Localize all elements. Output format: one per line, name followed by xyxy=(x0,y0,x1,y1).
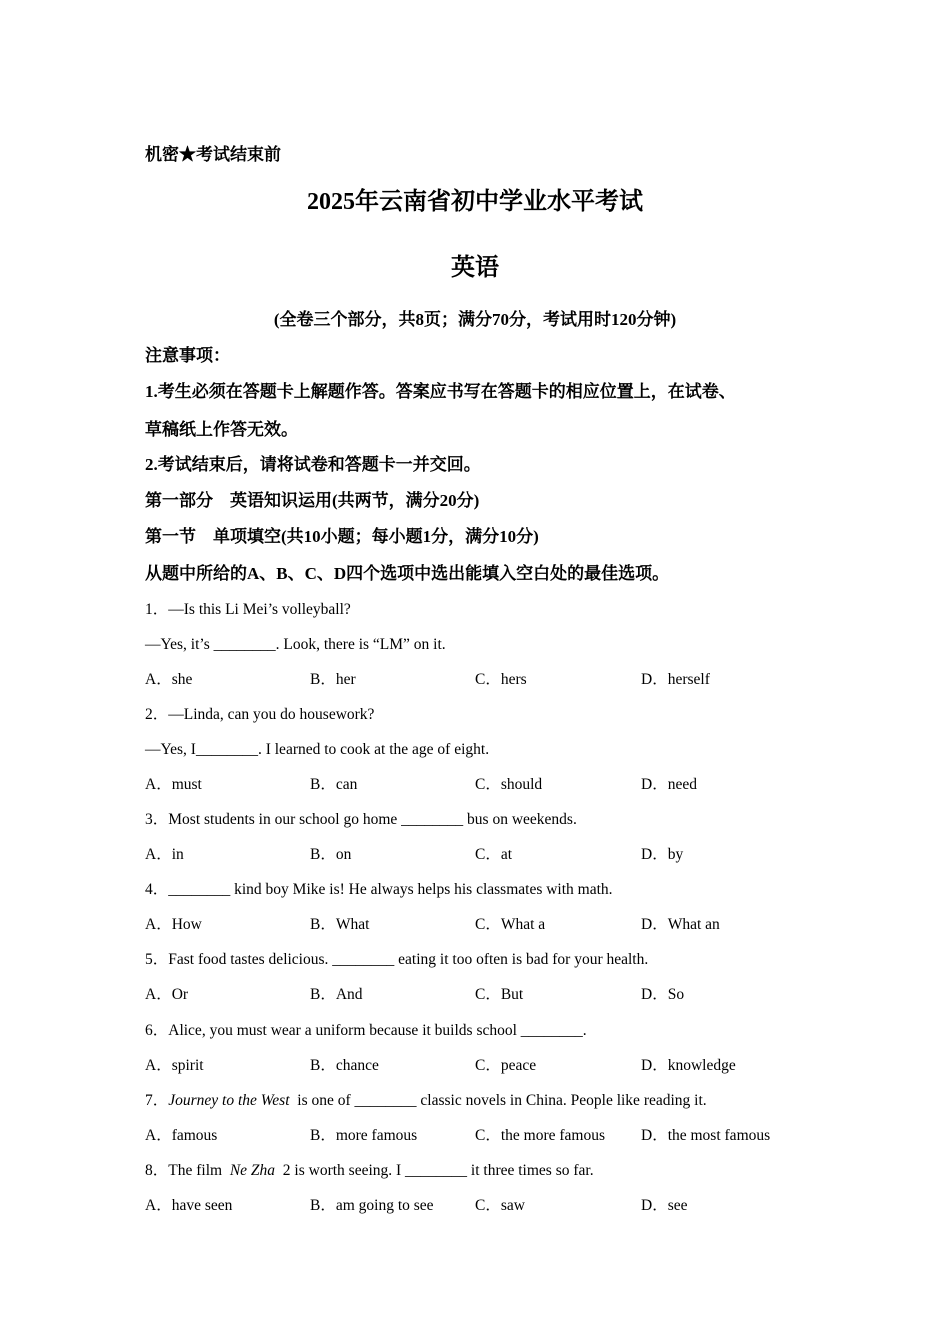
notice-item-2: 2.考试结束后，请将试卷和答题卡一并交回。 xyxy=(145,455,481,474)
option-b: B．And xyxy=(310,986,363,1003)
question-5: 5．Fast food tastes delicious. ________ eating it too often is bad for your health. xyxy=(145,951,649,968)
option-a: A．Or xyxy=(145,986,189,1003)
question-8-number: 8．The film xyxy=(145,1162,230,1179)
question-7 xyxy=(145,1093,707,1109)
option-a: A．famous xyxy=(145,1127,218,1144)
option-b: B．can xyxy=(310,776,358,793)
option-d: D．What an xyxy=(641,916,720,933)
option-c: C．the more famous xyxy=(475,1127,606,1144)
film-title: Ne Zha xyxy=(229,1162,276,1179)
option-b: B．more famous xyxy=(310,1127,418,1144)
option-c: C．But xyxy=(475,986,524,1003)
option-a: A．must xyxy=(145,776,202,793)
notice-item-1: 1.考生必须在答题卡上解题作答。答案应书写在答题卡的相应位置上，在试卷、 xyxy=(145,382,736,401)
option-a: A．have seen xyxy=(145,1197,233,1214)
option-c: C．hers xyxy=(475,671,527,688)
question-4: 4．________ kind boy Mike is! He always helps his classmates with math. xyxy=(145,881,613,898)
question-7-text: is one of ________ classic novels in China. People like reading it. xyxy=(289,1092,707,1109)
option-a: A．in xyxy=(145,846,184,863)
question-8 xyxy=(145,1163,594,1179)
option-d: D．need xyxy=(641,776,697,793)
option-b: B．What xyxy=(310,916,370,933)
option-a: A．How xyxy=(145,916,202,933)
option-b: B．her xyxy=(310,671,356,688)
question-1-line-2: —Yes, it’s ________. Look, there is “LM” on it. xyxy=(145,636,446,653)
option-d: D．by xyxy=(641,846,684,863)
book-title: Journey to the West xyxy=(168,1092,290,1109)
option-d: D．So xyxy=(641,986,685,1003)
option-d: D．knowledge xyxy=(641,1057,736,1074)
section-instruction: 从题中所给的A、B、C、D四个选项中选出能填入空白处的最佳选项。 xyxy=(145,564,670,583)
option-c: C．What a xyxy=(475,916,546,933)
option-c: C．should xyxy=(475,776,543,793)
exam-title: 2025年云南省初中学业水平考试 xyxy=(307,189,643,215)
option-b: B．chance xyxy=(310,1057,379,1074)
option-d: D．herself xyxy=(641,671,710,688)
subject-title: 英语 xyxy=(451,255,499,281)
question-7-number: 7． xyxy=(145,1092,169,1109)
option-d: D．see xyxy=(641,1197,688,1214)
question-2: 2．—Linda, can you do housework? xyxy=(145,706,375,723)
option-d: D．the most famous xyxy=(641,1127,771,1144)
question-3: 3．Most students in our school go home ________ bus on weekends. xyxy=(145,811,577,828)
question-2-line-2: —Yes, I________. I learned to cook at the age of eight. xyxy=(145,741,490,758)
option-b: B．on xyxy=(310,846,352,863)
notice-item-1-cont: 草稿纸上作答无效。 xyxy=(145,420,298,439)
question-8-text: 2 is worth seeing. I ________ it three times so far. xyxy=(275,1162,594,1179)
option-c: C．peace xyxy=(475,1057,537,1074)
option-a: A．she xyxy=(145,671,193,688)
question-6: 6．Alice, you must wear a uniform because it builds school ________. xyxy=(145,1022,587,1039)
option-b: B．am going to see xyxy=(310,1197,434,1214)
option-c: C．at xyxy=(475,846,513,863)
section-heading: 第一节 单项填空(共10小题；每小题1分，满分10分) xyxy=(145,527,539,546)
exam-info: (全卷三个部分，共8页；满分70分，考试用时120分钟) xyxy=(273,310,677,329)
question-1: 1．—Is this Li Mei’s volleyball? xyxy=(145,601,351,618)
option-c: C．saw xyxy=(475,1197,525,1214)
part-heading: 第一部分 英语知识运用(共两节，满分20分) xyxy=(145,491,480,510)
option-a: A．spirit xyxy=(145,1057,204,1074)
notice-heading: 注意事项： xyxy=(145,346,230,365)
confidential-label: 机密★考试结束前 xyxy=(145,145,281,164)
